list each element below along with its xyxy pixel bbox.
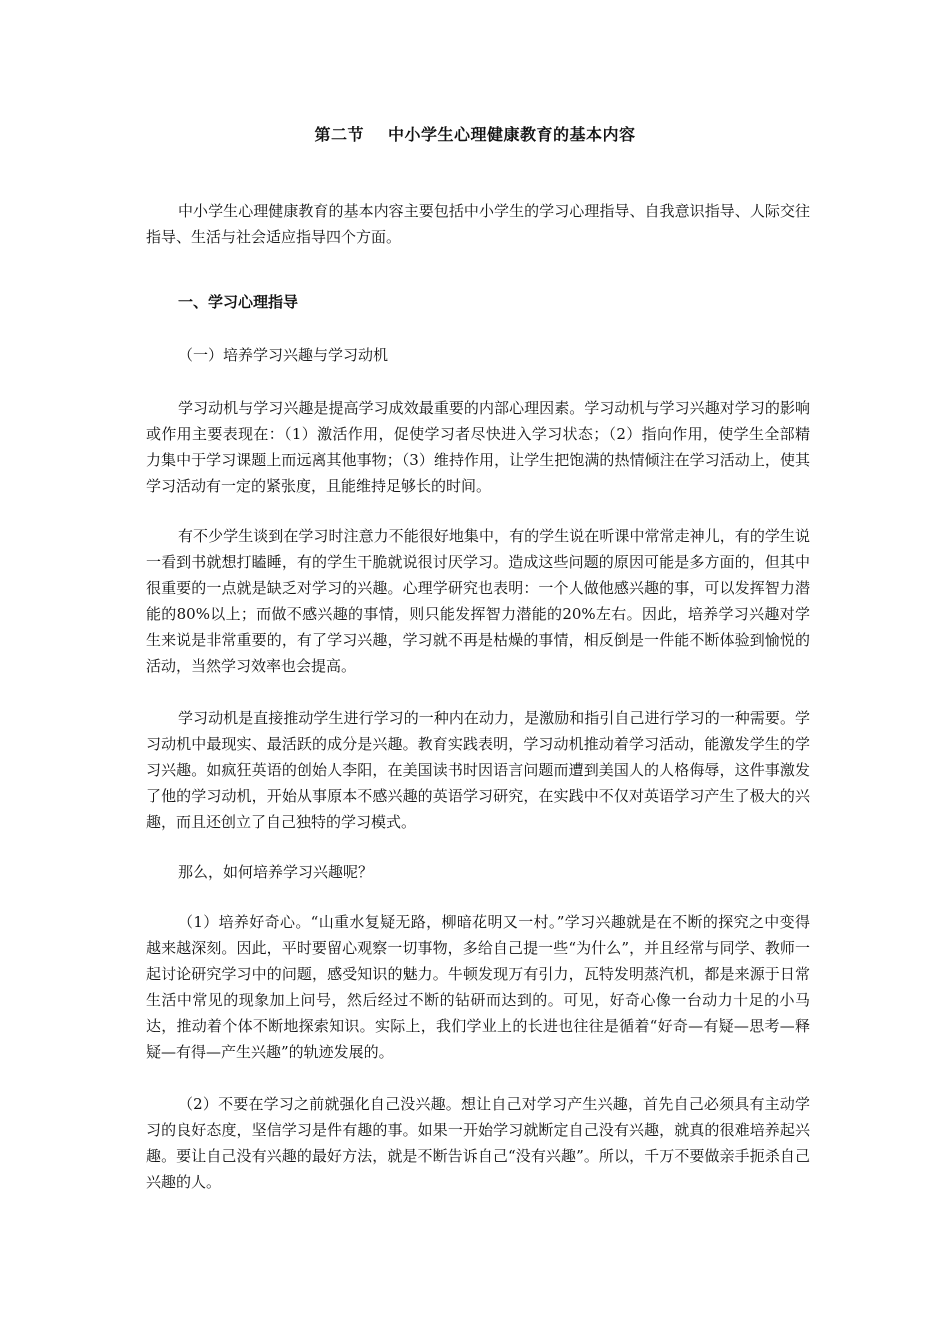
paragraph-no-negative-reinforcement: （2）不要在学习之前就强化自己没兴趣。想让自己对学习产生兴趣，首先自己必须具有主动学习的良好态度，坚信学习是件有趣的事。如果一开始学习就断定自己没有兴趣，就真的很难培养起兴趣。要让自己没有兴趣的最好方法，就是不断告诉自己“没有兴趣”。所以，千万不要做亲手扼杀自己兴趣的人。: [146, 1095, 810, 1191]
intro-paragraph: 中小学生心理健康教育的基本内容主要包括中小学生的学习心理指导、自我意识指导、人际交往指导、生活与社会适应指导四个方面。: [146, 202, 810, 246]
heading-learning-psychology: 一、学习心理指导: [178, 293, 299, 311]
paragraph-motivation-definition: 学习动机是直接推动学生进行学习的一种内在动力，是激励和指引自己进行学习的一种需要。学习动机中最现实、最活跃的成分是兴趣。教育实践表明，学习动机推动着学习活动，能激发学生的学习兴趣。如疯狂英语的创始人李阳，在美国读书时因语言问题而遭到美国人的人格侮辱，这件事激发了他的学习动机，开始从事原本不感兴趣的英语学习研究，在实践中不仅对英语学习产生了极大的兴趣，而且还创立了自己独特的学习模式。: [146, 709, 810, 831]
section-number: 第二节: [314, 125, 364, 144]
paragraph-motivation-effects: 学习动机与学习兴趣是提高学习成效最重要的内部心理因素。学习动机与学习兴趣对学习的影响或作用主要表现在：（1）激活作用，促使学习者尽快进入学习状态；（2）指向作用，使学生全部精力集中于学习课题上而远离其他事物；（3）维持作用，让学生把饱满的热情倾注在学习活动上，使其学习活动有一定的紧张度，且能维持足够长的时间。: [146, 399, 810, 495]
section-title: 中小学生心理健康教育的基本内容: [388, 125, 636, 144]
paragraph-curiosity: （1）培养好奇心。“山重水复疑无路，柳暗花明又一村。”学习兴趣就是在不断的探究之中变得越来越深刻。因此，平时要留心观察一切事物，多给自己提一些“为什么”，并且经常与同学、教师一起讨论研究学习中的问题，感受知识的魅力。牛顿发现万有引力，瓦特发明蒸汽机，都是来源于日常生活中常见的现象加上问号，然后经过不断的钻研而达到的。可见，好奇心像一台动力十足的小马达，推动着个体不断地探索知识。实际上，我们学业上的长进也往往是循着“好奇—有疑—思考—释疑—有得—产生兴趣”的轨迹发展的。: [146, 913, 810, 1061]
paragraph-question: 那么，如何培养学习兴趣呢？: [178, 863, 374, 881]
subheading-interest-motivation: （一）培养学习兴趣与学习动机: [178, 346, 389, 364]
paragraph-attention-problems: 有不少学生谈到在学习时注意力不能很好地集中，有的学生说在听课中常常走神儿，有的学生说一看到书就想打瞌睡，有的学生干脆就说很讨厌学习。造成这些问题的原因可能是多方面的，但其中很重要的一点就是缺乏对学习的兴趣。心理学研究也表明：一个人做他感兴趣的事，可以发挥智力潜能的80%以上；而做不感兴趣的事情，则只能发挥智力潜能的20%左右。因此，培养学习兴趣对学生来说是非常重要的，有了学习兴趣，学习就不再是枯燥的事情，相反倒是一件能不断体验到愉悦的活动，当然学习效率也会提高。: [146, 527, 810, 675]
page-title: [0, 124, 950, 146]
